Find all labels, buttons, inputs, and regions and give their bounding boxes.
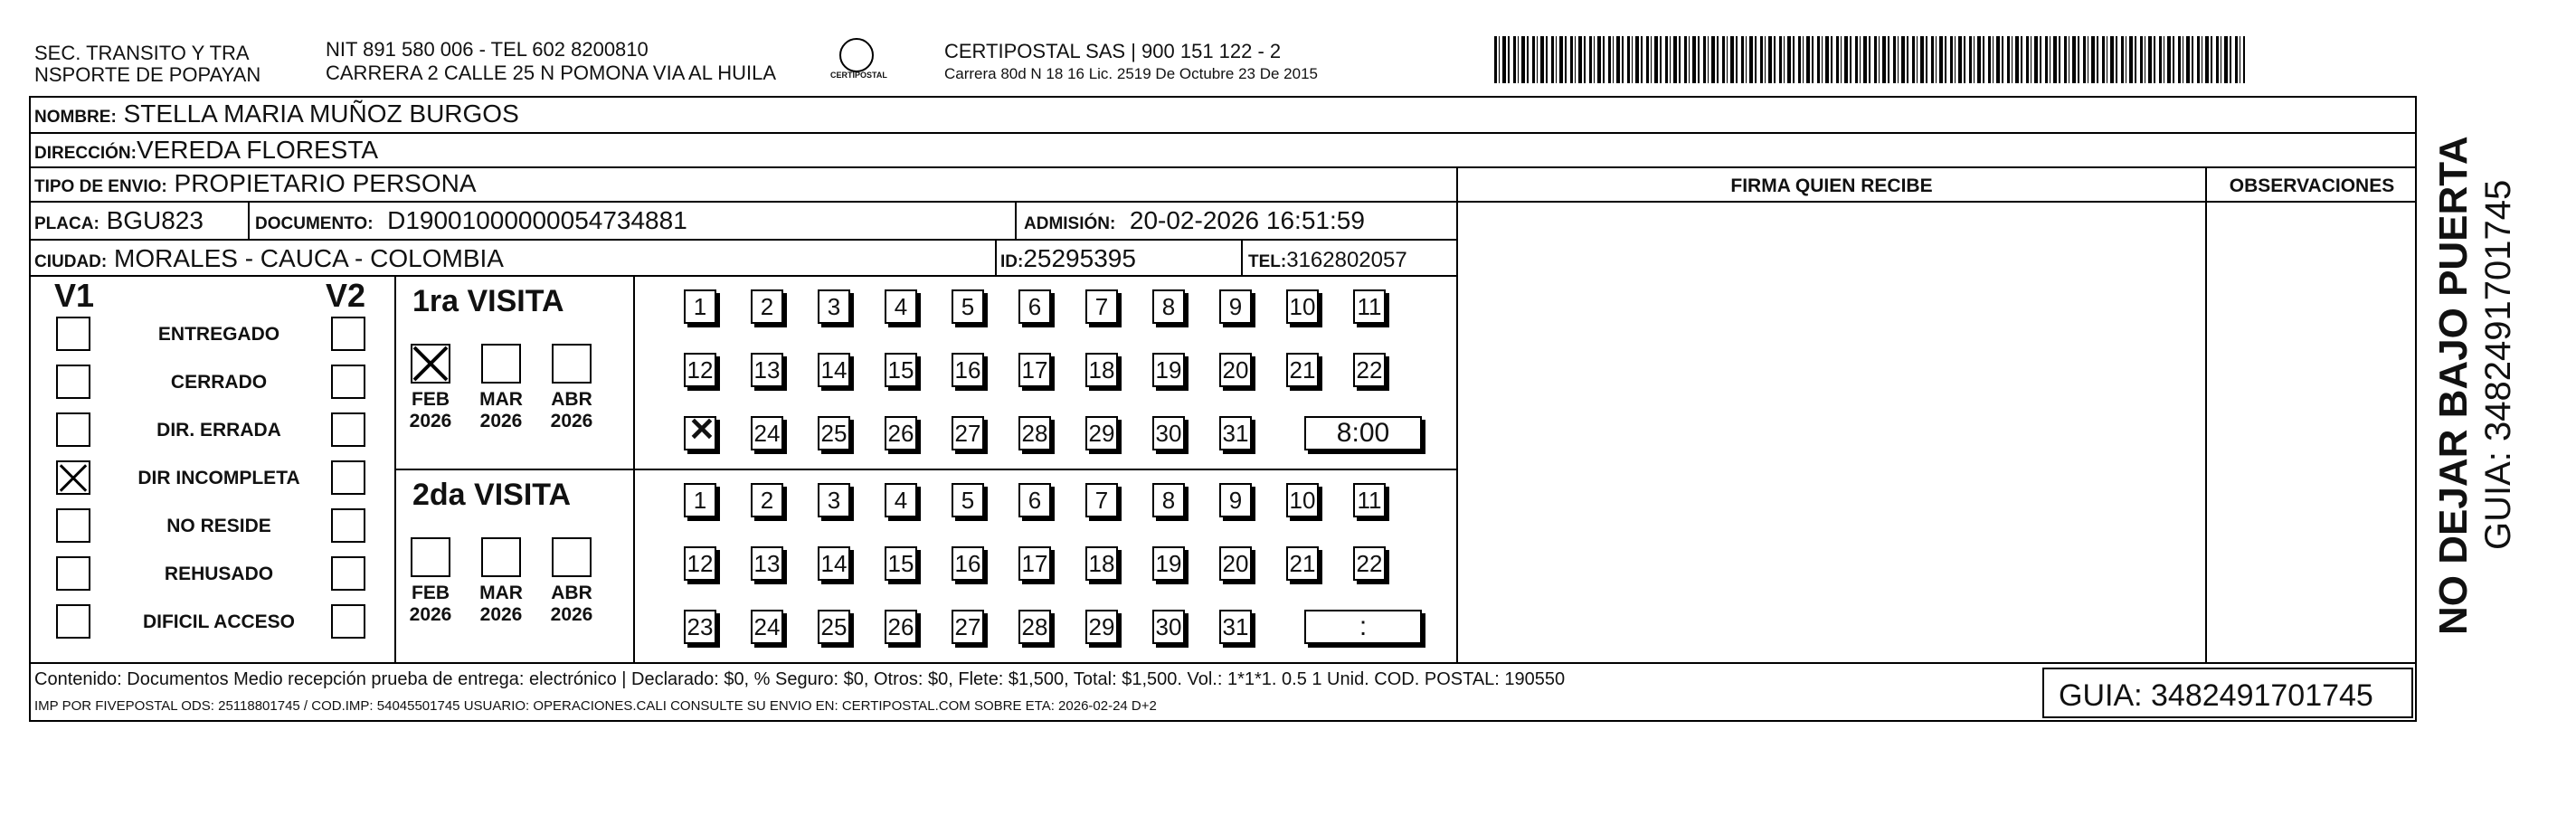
v2-checkbox-5[interactable] <box>331 556 365 591</box>
visit2-day-13[interactable]: 13 <box>751 546 783 581</box>
visit2-day-27[interactable]: 27 <box>952 610 984 644</box>
v2-label: V2 <box>326 277 366 314</box>
visit1-day-6[interactable]: 6 <box>1018 289 1051 324</box>
visit1-day-14[interactable]: 14 <box>818 353 850 387</box>
footer-line1: Contenido: Documentos Medio recepción prueba de entrega: electrónico | Declarado: $0, % Seguro: $0, Otros: $0, Flete: $1,500, Total: $1,500. Vol.: 1*1*1. 0.5 1 Unid. COD. POSTAL: 190550 <box>34 669 1566 689</box>
visit1-month-box-0[interactable] <box>411 344 450 384</box>
v2-checkbox-2[interactable] <box>331 412 365 447</box>
month-year: 2026 <box>550 604 593 625</box>
visit1-day-11[interactable]: 11 <box>1353 289 1386 324</box>
visit2-day-15[interactable]: 15 <box>885 546 917 581</box>
visit1-day-4[interactable]: 4 <box>885 289 917 324</box>
reason-label: NO RESIDE <box>166 516 271 536</box>
visit1-day-16[interactable]: 16 <box>952 353 984 387</box>
visit1-day-25[interactable]: 25 <box>818 416 850 450</box>
ciudad-field: CIUDAD: MORALES - CAUCA - COLOMBIA <box>34 244 504 272</box>
visit2-month-label-2 <box>540 583 603 626</box>
firma-header: FIRMA QUIEN RECIBE <box>1730 175 1933 196</box>
month-name: MAR <box>479 389 523 410</box>
carrier-line1: CERTIPOSTAL SAS | 900 151 122 - 2 <box>944 40 1282 62</box>
tel-field: TEL:3162802057 <box>1248 248 1407 272</box>
visit1-title: 1ra VISITA <box>412 284 564 318</box>
visit1-day-17[interactable]: 17 <box>1018 353 1051 387</box>
month-year: 2026 <box>409 604 452 625</box>
reason-label: CERRADO <box>170 372 268 393</box>
visit2-day-9[interactable]: 9 <box>1219 483 1252 517</box>
visit2-day-19[interactable]: 19 <box>1152 546 1185 581</box>
visit2-day-18[interactable]: 18 <box>1085 546 1118 581</box>
nombre-field: NOMBRE: STELLA MARIA MUÑOZ BURGOS <box>34 100 519 128</box>
v1-checkbox-5[interactable] <box>56 556 90 591</box>
visit2-day-30[interactable]: 30 <box>1152 610 1185 644</box>
documento-field: DOCUMENTO: D19001000000054734881 <box>255 206 687 234</box>
visit1-day-24[interactable]: 24 <box>751 416 783 450</box>
visit2-day-5[interactable]: 5 <box>952 483 984 517</box>
visit1-day-26[interactable]: 26 <box>885 416 917 450</box>
visit2-day-29[interactable]: 29 <box>1085 610 1118 644</box>
visit1-day-13[interactable]: 13 <box>751 353 783 387</box>
visit1-month-label-1 <box>469 389 533 432</box>
tipo-field: TIPO DE ENVIO: PROPIETARIO PERSONA <box>34 169 477 197</box>
v2-checkbox-1[interactable] <box>331 365 365 399</box>
reason-label: ENTREGADO <box>157 324 280 345</box>
observaciones-header: OBSERVACIONES <box>2229 175 2395 196</box>
visit2-day-17[interactable]: 17 <box>1018 546 1051 581</box>
visit2-day-10[interactable]: 10 <box>1286 483 1319 517</box>
visit1-day-28[interactable]: 28 <box>1018 416 1051 450</box>
visit2-time[interactable]: : <box>1304 610 1422 644</box>
sender-name-line1: SEC. TRANSITO Y TRA <box>34 42 250 64</box>
visit2-day-11[interactable]: 11 <box>1353 483 1386 517</box>
nombre-value: STELLA MARIA MUÑOZ BURGOS <box>123 100 519 128</box>
visit1-day-21[interactable]: 21 <box>1286 353 1319 387</box>
sender-name-line2: NSPORTE DE POPAYAN <box>34 63 261 86</box>
month-name: FEB <box>412 389 450 410</box>
visit1-month-box-1[interactable] <box>481 344 521 384</box>
visit1-day-15[interactable]: 15 <box>885 353 917 387</box>
month-name: ABR <box>551 583 592 603</box>
direccion-field: DIRECCIÓN:VEREDA FLORESTA <box>34 136 379 164</box>
reason-label: DIR. ERRADA <box>156 420 281 441</box>
guia-footer: GUIA: 3482491701745 <box>2059 678 2373 713</box>
sender-contact1: NIT 891 580 006 - TEL 602 8200810 <box>326 38 649 61</box>
visit1-day-23[interactable] <box>684 416 716 450</box>
documento-value: D19001000000054734881 <box>387 206 687 234</box>
visit2-day-26[interactable]: 26 <box>885 610 917 644</box>
visit2-day-12[interactable]: 12 <box>684 546 716 581</box>
reason-label: REHUSADO <box>164 564 274 584</box>
visit2-day-31[interactable]: 31 <box>1219 610 1252 644</box>
tel-value: 3162802057 <box>1286 248 1407 272</box>
visit2-day-2[interactable]: 2 <box>751 483 783 517</box>
visit2-month-label-1 <box>469 583 533 626</box>
visit1-day-5[interactable]: 5 <box>952 289 984 324</box>
visit1-day-2[interactable]: 2 <box>751 289 783 324</box>
v1-checkbox-4[interactable] <box>56 508 90 543</box>
visit2-day-16[interactable]: 16 <box>952 546 984 581</box>
v1-checkbox-2[interactable] <box>56 412 90 447</box>
visit1-day-8[interactable]: 8 <box>1152 289 1185 324</box>
visit1-day-7[interactable]: 7 <box>1085 289 1118 324</box>
visit2-day-3[interactable]: 3 <box>818 483 850 517</box>
ciudad-value: MORALES - CAUCA - COLOMBIA <box>114 244 504 272</box>
visit2-month-label-0 <box>399 583 462 626</box>
visit1-time[interactable]: 8:00 <box>1304 416 1422 450</box>
month-year: 2026 <box>550 411 593 431</box>
v1-checkbox-1[interactable] <box>56 365 90 399</box>
visit1-month-label-2 <box>540 389 603 432</box>
visit2-day-21[interactable]: 21 <box>1286 546 1319 581</box>
month-name: FEB <box>412 583 450 603</box>
reason-label: DIFICIL ACCESO <box>142 611 295 632</box>
visit1-day-20[interactable]: 20 <box>1219 353 1252 387</box>
v1-checkbox-3[interactable] <box>56 460 90 495</box>
admision-field: ADMISIÓN: 20-02-2026 16:51:59 <box>1024 206 1365 234</box>
footer-line2: IMP POR FIVEPOSTAL ODS: 25118801745 / COD.IMP: 54045501745 USUARIO: OPERACIONES.CALI CONSULTE SU ENVIO EN: CERTIPOSTAL.COM SOBRE ETA: 2026-02-24 D+2 <box>34 698 1157 714</box>
v2-checkbox-4[interactable] <box>331 508 365 543</box>
side-guia: GUIA: 3482491701745 <box>2478 179 2518 550</box>
placa-value: BGU823 <box>106 206 204 234</box>
visit1-day-29[interactable]: 29 <box>1085 416 1118 450</box>
visit2-day-8[interactable]: 8 <box>1152 483 1185 517</box>
visit1-day-19[interactable]: 19 <box>1152 353 1185 387</box>
visit1-day-22[interactable]: 22 <box>1353 353 1386 387</box>
visit2-day-1[interactable]: 1 <box>684 483 716 517</box>
visit1-day-10[interactable]: 10 <box>1286 289 1319 324</box>
carrier-line2: Carrera 80d N 18 16 Lic. 2519 De Octubre 23 De 2015 <box>944 65 1318 82</box>
reason-label: DIR INCOMPLETA <box>137 468 300 488</box>
visit1-day-1[interactable]: 1 <box>684 289 716 324</box>
visit2-title: 2da VISITA <box>412 478 572 512</box>
visit2-day-28[interactable]: 28 <box>1018 610 1051 644</box>
certipostal-logo-icon <box>839 38 874 72</box>
sender-contact2: CARRERA 2 CALLE 25 N POMONA VIA AL HUILA <box>326 62 777 84</box>
v1-label: V1 <box>54 277 95 314</box>
visit2-day-7[interactable]: 7 <box>1085 483 1118 517</box>
id-field: ID:25295395 <box>1000 244 1136 272</box>
visit1-day-27[interactable]: 27 <box>952 416 984 450</box>
visit1-day-18[interactable]: 18 <box>1085 353 1118 387</box>
visit1-month-box-2[interactable] <box>552 344 592 384</box>
visit1-day-31[interactable]: 31 <box>1219 416 1252 450</box>
visit2-day-23[interactable]: 23 <box>684 610 716 644</box>
barcode <box>1494 36 2245 83</box>
visit2-day-6[interactable]: 6 <box>1018 483 1051 517</box>
month-year: 2026 <box>479 411 523 431</box>
v1-checkbox-0[interactable] <box>56 317 90 351</box>
placa-field: PLACA: BGU823 <box>34 206 204 234</box>
month-name: MAR <box>479 583 523 603</box>
visit2-day-25[interactable]: 25 <box>818 610 850 644</box>
tipo-value: PROPIETARIO PERSONA <box>174 169 477 197</box>
admision-value: 20-02-2026 16:51:59 <box>1129 206 1365 234</box>
direccion-value: VEREDA FLORESTA <box>136 136 379 164</box>
logo-text: CERTIPOSTAL <box>830 71 887 80</box>
month-year: 2026 <box>479 604 523 625</box>
visit2-day-22[interactable]: 22 <box>1353 546 1386 581</box>
visit2-day-4[interactable]: 4 <box>885 483 917 517</box>
visit1-day-9[interactable]: 9 <box>1219 289 1252 324</box>
visit2-day-14[interactable]: 14 <box>818 546 850 581</box>
v2-checkbox-0[interactable] <box>331 317 365 351</box>
visit2-day-24[interactable]: 24 <box>751 610 783 644</box>
v2-checkbox-3[interactable] <box>331 460 365 495</box>
no-dejar-notice: NO DEJAR BAJO PUERTA <box>2431 136 2476 635</box>
visit1-day-12[interactable]: 12 <box>684 353 716 387</box>
visit2-month-box-0[interactable] <box>411 537 450 577</box>
month-name: ABR <box>551 389 592 410</box>
visit2-month-box-2[interactable] <box>552 537 592 577</box>
v2-checkbox-6[interactable] <box>331 604 365 639</box>
visit1-day-3[interactable]: 3 <box>818 289 850 324</box>
month-year: 2026 <box>409 411 452 431</box>
visit1-day-30[interactable]: 30 <box>1152 416 1185 450</box>
visit2-month-box-1[interactable] <box>481 537 521 577</box>
id-value: 25295395 <box>1023 244 1136 272</box>
visit2-day-20[interactable]: 20 <box>1219 546 1252 581</box>
v1-checkbox-6[interactable] <box>56 604 90 639</box>
visit1-month-label-0 <box>399 389 462 432</box>
